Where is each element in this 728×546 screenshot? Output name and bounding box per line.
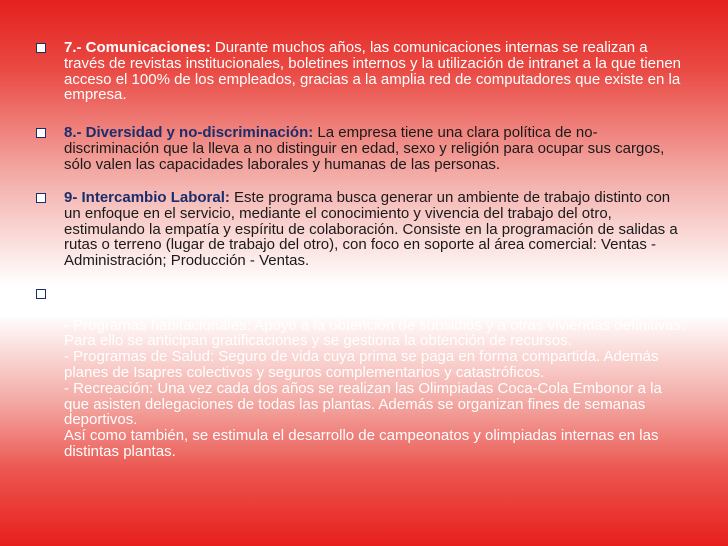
benefit-line: - Becas de estudio para trabajadores y sus hijos. — [64, 300, 389, 318]
item-text — [64, 40, 690, 103]
square-bullet-icon — [36, 289, 46, 299]
item-body: Durante muchos años, las comunicaciones internas se realizan a través de revistas institucionales, boletines internos y la utilización de intranet a la que tienen acceso el 100% de los empleados, gracias a la amplia red de computadores que existe en la empresa. — [64, 39, 682, 104]
item-text — [64, 190, 690, 269]
item-heading: 7.- Comunicaciones: — [64, 39, 211, 56]
item-heading: 8.- Diversidad y no-discriminación: — [64, 124, 314, 141]
item-body: La empresa tiene una clara política de no-discriminación que la lleva a no distinguir en edad, sexo y religión para ocupar sus cargos, sólo valen las capacidades laborales y humanas de las personas. — [64, 124, 665, 173]
benefit-line: Así como también, se estimula el desarrollo de campeonatos y olimpiadas internas en las distintas plantas. — [64, 427, 659, 460]
item-heading: 10.- Beneficios: — [64, 285, 175, 302]
item-body: Este programa busca generar un ambiente de trabajo distinto con un enfoque en el servicio, mediante el conocimiento y vivencia del trabajo del otro, estimulando la empatía y espíritu de colaboración. Consiste en la programación de salidas a rutas o terreno (lugar de trabajo del otro), con foco en soporte al área comercial: Ventas - Administración; Producción - Ventas. — [64, 189, 678, 270]
item-text — [64, 286, 690, 460]
square-bullet-icon — [36, 43, 46, 53]
square-bullet-icon — [36, 193, 46, 203]
square-bullet-icon — [36, 128, 46, 138]
benefit-line: - Programas habitacionales: Apoyo a la obtención de subsidios y a otras viviendas definitivas. Para ello se anticipan gratificaciones y se gestiona la obtención de recursos. — [64, 316, 686, 350]
item-text — [64, 125, 690, 172]
benefit-line: - Programas de Salud: Seguro de vida cuya prima se paga en forma compartida. Además planes de Isapres colectivos y seguros complementarios y catastróficos. — [64, 348, 659, 381]
item-heading: 9- Intercambio Laboral: — [64, 189, 230, 206]
benefit-line: - Recreación: Una vez cada dos años se realizan las Olimpiadas Coca-Cola Embonor a la que asisten delegaciones de todas las plantas. Además se organizan fines de semanas deportivos. — [64, 379, 662, 429]
